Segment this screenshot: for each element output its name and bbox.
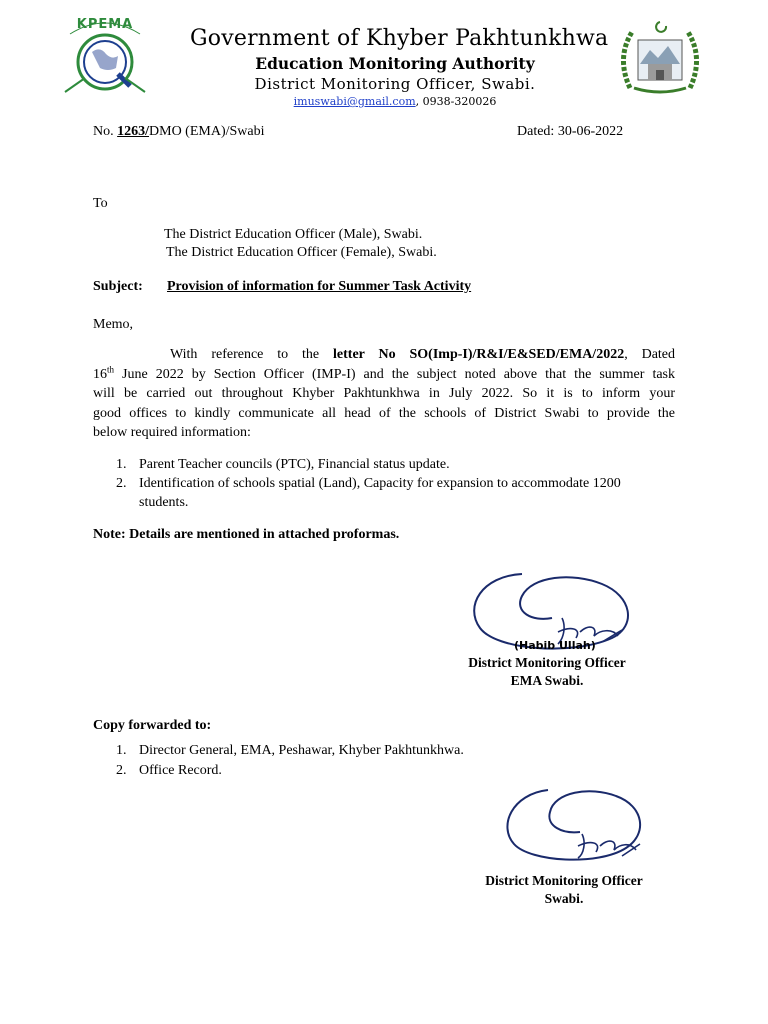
reference-number <box>93 122 265 142</box>
letter-date: Dated: 30-06-2022 <box>517 124 624 139</box>
body-line-5: below required information: <box>93 425 251 440</box>
reference-letter: letter No SO(Imp-I)/R&I/E&SED/EMA/2022 <box>333 347 625 362</box>
contact-separator: , <box>415 95 423 108</box>
kp-government-emblem <box>612 18 708 100</box>
signature-2-designation: District Monitoring Officer <box>485 873 643 888</box>
email-link[interactable]: imuswabi@gmail.com <box>293 95 416 108</box>
signatory-name: (Habib Ullah) <box>514 639 596 652</box>
contact-line <box>190 95 600 108</box>
signature-1-block <box>447 654 647 690</box>
requirement-2-text-cont: students. <box>139 495 189 510</box>
to-label: To <box>93 196 108 211</box>
body-date-day: 16 <box>93 366 107 382</box>
body-text-1a: With reference to the <box>170 347 320 362</box>
signature-2-scribble <box>498 782 648 872</box>
copy-1-num: 1. <box>116 743 127 758</box>
copy-forwarded-label: Copy forwarded to: <box>93 718 212 733</box>
signature-2-unit: Swabi. <box>544 891 584 906</box>
requirement-1-text: Parent Teacher councils (PTC), Financial status update. <box>139 457 450 472</box>
signature-1-unit: EMA Swabi. <box>510 673 584 688</box>
requirement-2-num: 2. <box>116 476 127 491</box>
body-line-4: good offices to kindly communicate all head of the schools of District Swabi to provide the <box>93 405 675 421</box>
ref-suffix: DMO (EMA)/Swabi <box>149 124 265 139</box>
phone-number: 0938-320026 <box>422 95 497 108</box>
requirement-2-text: Identification of schools spatial (Land), Capacity for expansion to accommodate 1200 <box>139 476 621 491</box>
subject-label: Subject: <box>93 279 143 294</box>
copy-2-num: 2. <box>116 763 127 778</box>
ref-number: 1263/ <box>117 124 150 139</box>
body-text-1b: , Dated <box>624 347 676 362</box>
body-text-2: June 2022 by Section Officer (IMP-I) and the subject noted above that the summer task <box>114 366 675 382</box>
memo-label: Memo, <box>93 317 134 332</box>
body-line-1 <box>93 345 675 365</box>
body-line-3: will be carried out throughout Khyber Pakhtunkhwa in July 2022. So it is to inform your <box>93 386 675 401</box>
kpema-logo-text: KPEMA <box>76 17 134 32</box>
office-name: District Monitoring Officer, Swabi. <box>254 75 536 93</box>
subject-text: Provision of information for Summer Task Activity <box>167 279 472 294</box>
body-line-2 <box>93 365 675 385</box>
recipient-female: The District Education Officer (Female), Swabi. <box>166 245 437 260</box>
requirement-1-num: 1. <box>116 457 127 472</box>
authority-name: Education Monitoring Authority <box>255 54 535 73</box>
body-date-suffix: th <box>107 363 115 374</box>
copy-2-text: Office Record. <box>139 763 222 778</box>
note-line: Note: Details are mentioned in attached proformas. <box>93 527 400 542</box>
signature-1-designation: District Monitoring Officer <box>468 655 626 670</box>
signature-2-block <box>464 872 664 908</box>
body-paragraph <box>93 345 675 443</box>
recipient-male: The District Education Officer (Male), Swabi. <box>164 227 423 242</box>
copy-1-text: Director General, EMA, Peshawar, Khyber Pakhtunkhwa. <box>139 743 464 758</box>
government-title: Government of Khyber Pakhtunkhwa <box>190 26 609 51</box>
kpema-logo <box>60 12 150 96</box>
ref-prefix: No. <box>93 124 114 139</box>
